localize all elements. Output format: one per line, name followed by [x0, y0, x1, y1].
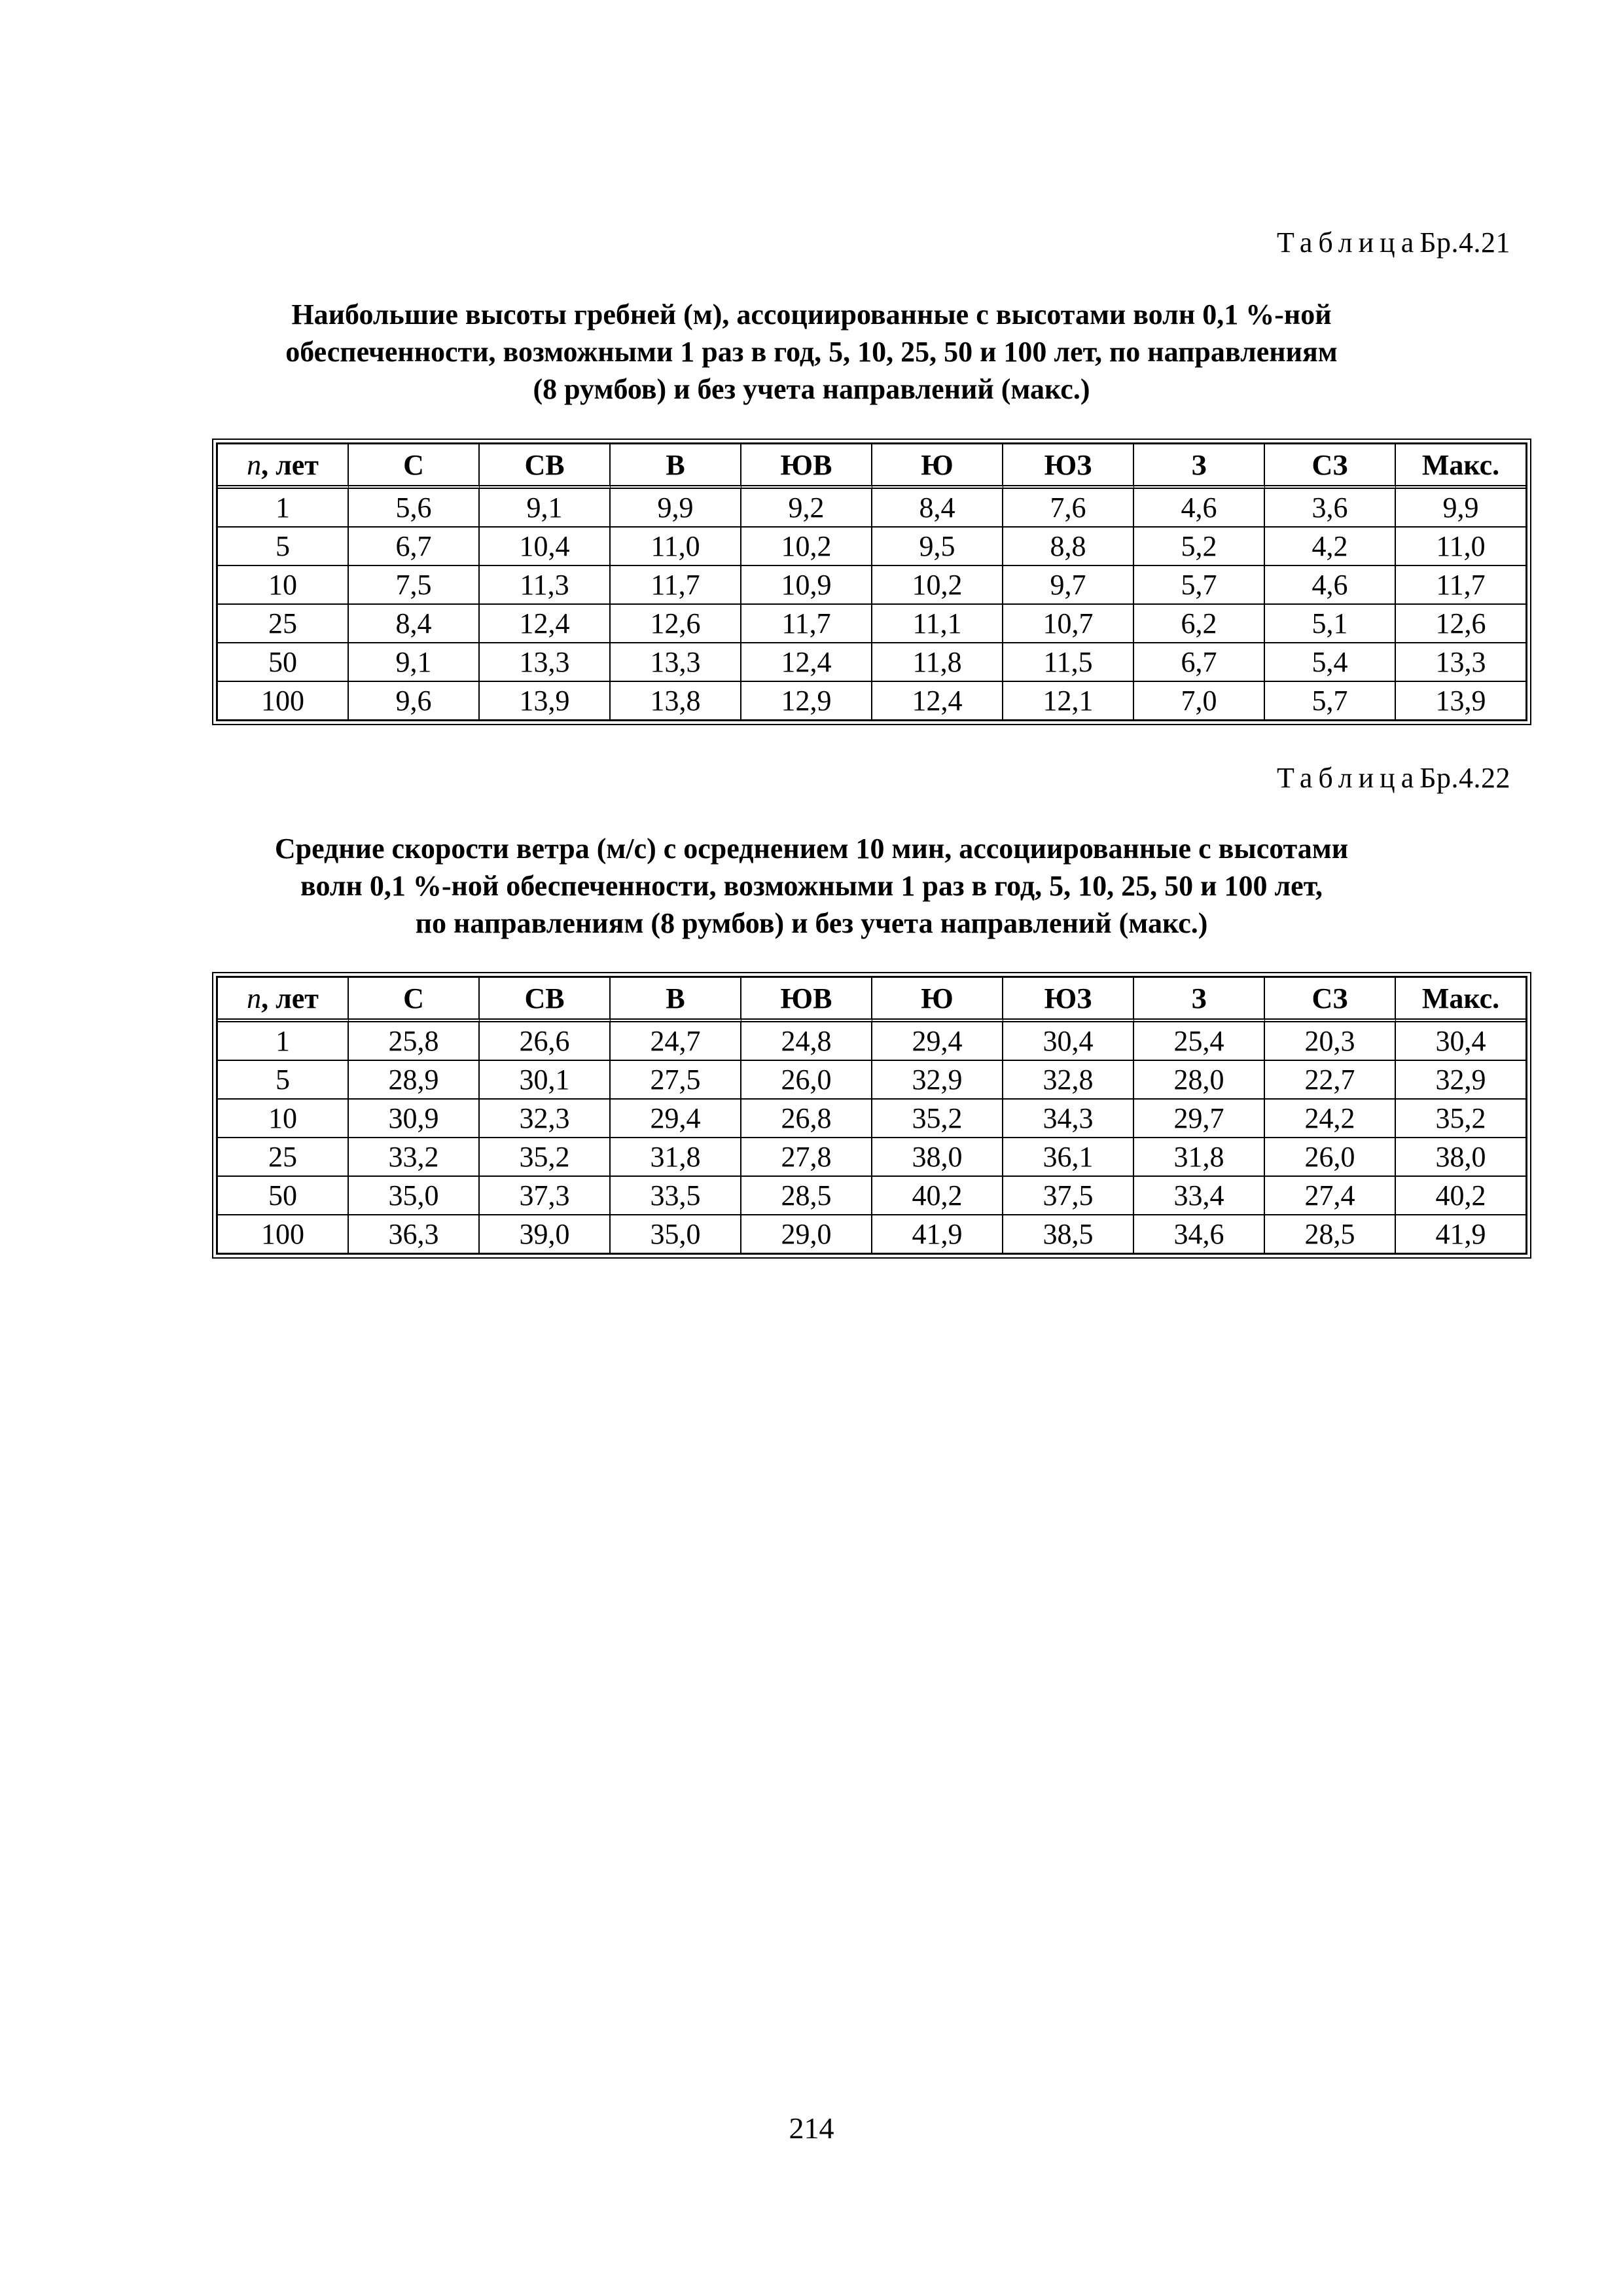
value-cell: 39,0	[480, 1215, 611, 1253]
value-cell: 41,9	[872, 1215, 1003, 1253]
years-unit: , лет	[261, 982, 319, 1014]
row-years-cell: 10	[218, 1100, 349, 1138]
value-cell: 10,4	[480, 528, 611, 566]
column-header: С	[349, 444, 480, 489]
value-cell: 7,6	[1003, 489, 1134, 528]
table-1-label-word: Таблица	[1277, 226, 1420, 259]
value-cell: 27,8	[741, 1138, 872, 1177]
value-cell: 4,6	[1265, 566, 1396, 605]
value-cell: 11,7	[1396, 566, 1525, 605]
value-cell: 5,4	[1265, 643, 1396, 682]
value-cell: 10,9	[741, 566, 872, 605]
value-cell: 25,4	[1134, 1022, 1265, 1061]
table-1	[216, 442, 1527, 721]
table-2-caption	[196, 830, 1427, 942]
row-years-cell: 100	[218, 1215, 349, 1253]
value-cell: 9,9	[1396, 489, 1525, 528]
table-2-label-number: Бр.4.22	[1419, 762, 1510, 794]
value-cell: 5,2	[1134, 528, 1265, 566]
value-cell: 3,6	[1265, 489, 1396, 528]
value-cell: 25,8	[349, 1022, 480, 1061]
row-years-cell: 100	[218, 682, 349, 719]
table-1-caption-line: (8 румбов) и без учета направлений (макс.)	[533, 373, 1090, 405]
value-cell: 31,8	[1134, 1138, 1265, 1177]
value-cell: 27,4	[1265, 1177, 1396, 1215]
column-header: СЗ	[1265, 978, 1396, 1022]
value-cell: 26,6	[480, 1022, 611, 1061]
column-header: ЮВ	[741, 978, 872, 1022]
value-cell: 5,1	[1265, 605, 1396, 643]
value-cell: 8,8	[1003, 528, 1134, 566]
value-cell: 30,9	[349, 1100, 480, 1138]
value-cell: 12,4	[741, 643, 872, 682]
value-cell: 5,7	[1265, 682, 1396, 719]
value-cell: 12,1	[1003, 682, 1134, 719]
value-cell: 30,4	[1003, 1022, 1134, 1061]
value-cell: 32,9	[1396, 1061, 1525, 1100]
years-unit: , лет	[261, 448, 319, 481]
row-years-cell: 50	[218, 1177, 349, 1215]
column-header: ЮЗ	[1003, 444, 1134, 489]
column-header: З	[1134, 444, 1265, 489]
value-cell: 20,3	[1265, 1022, 1396, 1061]
value-cell: 34,3	[1003, 1100, 1134, 1138]
table-1-caption	[196, 296, 1427, 408]
column-header: В	[611, 978, 741, 1022]
row-years-cell: 5	[218, 528, 349, 566]
value-cell: 5,7	[1134, 566, 1265, 605]
table-row	[218, 489, 1525, 528]
row-years-cell: 5	[218, 1061, 349, 1100]
row-years-cell: 10	[218, 566, 349, 605]
value-cell: 33,5	[611, 1177, 741, 1215]
value-cell: 36,3	[349, 1215, 480, 1253]
table-1-caption-line: обеспеченности, возможными 1 раз в год, 5, 10, 25, 50 и 100 лет, по направлениям	[285, 336, 1338, 368]
value-cell: 11,5	[1003, 643, 1134, 682]
value-cell: 4,6	[1134, 489, 1265, 528]
value-cell: 34,6	[1134, 1215, 1265, 1253]
value-cell: 24,8	[741, 1022, 872, 1061]
row-years-cell: 25	[218, 1138, 349, 1177]
table-row	[218, 566, 1525, 605]
value-cell: 29,4	[611, 1100, 741, 1138]
value-cell: 13,9	[480, 682, 611, 719]
table-row	[218, 605, 1525, 643]
value-cell: 5,6	[349, 489, 480, 528]
value-cell: 22,7	[1265, 1061, 1396, 1100]
page-number: 214	[789, 2111, 834, 2145]
value-cell: 12,4	[480, 605, 611, 643]
table-2-caption-line: Средние скорости ветра (м/с) с осреднением 10 мин, ассоциированные с высотами	[274, 833, 1349, 865]
column-header: С	[349, 978, 480, 1022]
value-cell: 28,9	[349, 1061, 480, 1100]
value-cell: 24,2	[1265, 1100, 1396, 1138]
value-cell: 13,8	[611, 682, 741, 719]
value-cell: 35,2	[1396, 1100, 1525, 1138]
value-cell: 35,2	[480, 1138, 611, 1177]
value-cell: 28,0	[1134, 1061, 1265, 1100]
column-header: Макс.	[1396, 978, 1525, 1022]
column-header: Ю	[872, 444, 1003, 489]
value-cell: 9,7	[1003, 566, 1134, 605]
column-header: В	[611, 444, 741, 489]
value-cell: 41,9	[1435, 1218, 1486, 1250]
value-cell: 11,7	[611, 566, 741, 605]
table-row	[218, 682, 1525, 719]
table-1-header-row	[218, 444, 1525, 489]
value-cell: 12,9	[741, 682, 872, 719]
row-years-cell: 25	[218, 605, 349, 643]
value-cell: 9,9	[611, 489, 741, 528]
value-cell: 9,1	[349, 643, 480, 682]
value-cell: 37,5	[1003, 1177, 1134, 1215]
table-row	[218, 643, 1525, 682]
value-cell: 33,4	[1134, 1177, 1265, 1215]
value-cell: 8,4	[349, 605, 480, 643]
table-row	[218, 528, 1525, 566]
value-cell: 32,3	[480, 1100, 611, 1138]
row-years-cell: 50	[218, 643, 349, 682]
n-symbol: n	[247, 982, 262, 1014]
value-cell: 11,7	[741, 605, 872, 643]
value-cell: 32,8	[1003, 1061, 1134, 1100]
value-cell: 6,2	[1134, 605, 1265, 643]
table-row	[218, 1061, 1525, 1100]
value-cell: 9,2	[741, 489, 872, 528]
value-cell: 11,3	[480, 566, 611, 605]
value-cell: 35,0	[611, 1215, 741, 1253]
value-cell: 12,6	[611, 605, 741, 643]
table-2-label-word: Таблица	[1277, 762, 1420, 794]
table-2-header-row	[218, 978, 1525, 1022]
table-2-caption-line: волн 0,1 %-ной обеспеченности, возможными 1 раз в год, 5, 10, 25, 50 и 100 лет,	[300, 870, 1323, 902]
value-cell: 10,2	[872, 566, 1003, 605]
table-1-caption-line: Наибольшие высоты гребней (м), ассоциированные с высотами волн 0,1 %-ной	[291, 298, 1332, 331]
n-symbol: n	[247, 448, 262, 481]
column-header: СВ	[480, 978, 611, 1022]
column-header-n	[218, 978, 349, 1022]
value-cell: 32,9	[872, 1061, 1003, 1100]
value-cell: 35,0	[349, 1177, 480, 1215]
value-cell: 35,2	[872, 1100, 1003, 1138]
value-cell: 33,2	[349, 1138, 480, 1177]
table-1-label	[1277, 226, 1510, 259]
value-cell: 30,4	[1396, 1022, 1525, 1061]
value-cell: 28,5	[741, 1177, 872, 1215]
table-row	[218, 1138, 1525, 1177]
value-cell: 6,7	[349, 528, 480, 566]
table-1-label-number: Бр.4.21	[1419, 226, 1510, 259]
value-cell: 31,8	[611, 1138, 741, 1177]
value-cell: 36,1	[1003, 1138, 1134, 1177]
column-header: З	[1134, 978, 1265, 1022]
row-years-cell: 1	[218, 1022, 349, 1061]
value-cell: 13,3	[480, 643, 611, 682]
value-cell: 6,7	[1134, 643, 1265, 682]
value-cell: 11,0	[611, 528, 741, 566]
column-header: СВ	[480, 444, 611, 489]
table-row	[218, 1022, 1525, 1061]
value-cell: 7,5	[349, 566, 480, 605]
value-cell: 37,3	[480, 1177, 611, 1215]
column-header: Ю	[872, 978, 1003, 1022]
value-cell: 10,7	[1003, 605, 1134, 643]
table-2	[216, 976, 1527, 1255]
value-cell: 12,4	[872, 682, 1003, 719]
value-cell: 7,0	[1134, 682, 1265, 719]
value-cell: 40,2	[872, 1177, 1003, 1215]
column-header-n	[218, 444, 349, 489]
column-header: СЗ	[1265, 444, 1396, 489]
value-cell: 27,5	[611, 1061, 741, 1100]
value-cell: 38,5	[1003, 1215, 1134, 1253]
table-row	[218, 1177, 1525, 1215]
table-2-label	[1277, 761, 1510, 795]
value-cell: 13,3	[611, 643, 741, 682]
value-cell: 4,2	[1265, 528, 1396, 566]
value-cell: 38,0	[872, 1138, 1003, 1177]
value-cell: 11,8	[872, 643, 1003, 682]
value-cell: 11,1	[872, 605, 1003, 643]
value-cell: 9,6	[349, 682, 480, 719]
value-cell: 26,8	[741, 1100, 872, 1138]
value-cell: 10,2	[741, 528, 872, 566]
value-cell: 29,4	[872, 1022, 1003, 1061]
value-cell: 11,0	[1396, 528, 1525, 566]
column-header: Макс.	[1396, 444, 1525, 489]
value-cell: 38,0	[1396, 1138, 1525, 1177]
value-cell: 13,9	[1435, 685, 1486, 717]
table-row	[218, 1100, 1525, 1138]
value-cell: 30,1	[480, 1061, 611, 1100]
value-cell: 9,5	[872, 528, 1003, 566]
row-years-cell: 1	[218, 489, 349, 528]
table-row	[218, 1215, 1525, 1253]
value-cell: 28,5	[1265, 1215, 1396, 1253]
value-cell: 29,0	[741, 1215, 872, 1253]
column-header: ЮЗ	[1003, 978, 1134, 1022]
table-2-caption-line: по направлениям (8 румбов) и без учета направлений (макс.)	[415, 907, 1208, 939]
value-cell: 29,7	[1134, 1100, 1265, 1138]
value-cell: 8,4	[872, 489, 1003, 528]
value-cell: 13,3	[1396, 643, 1525, 682]
value-cell: 26,0	[741, 1061, 872, 1100]
value-cell: 9,1	[480, 489, 611, 528]
column-header: ЮВ	[741, 444, 872, 489]
value-cell: 24,7	[611, 1022, 741, 1061]
value-cell: 26,0	[1265, 1138, 1396, 1177]
value-cell: 12,6	[1396, 605, 1525, 643]
value-cell: 40,2	[1396, 1177, 1525, 1215]
